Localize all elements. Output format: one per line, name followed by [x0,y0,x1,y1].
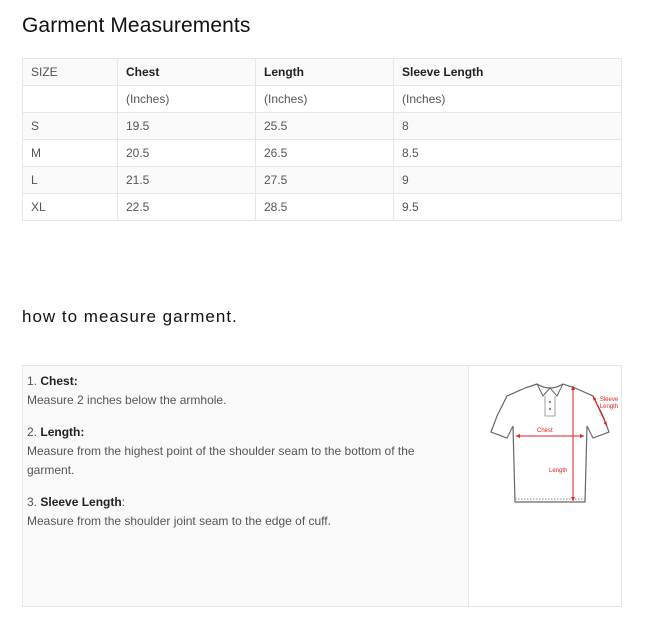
header-size: SIZE [23,59,118,86]
sleeve-cell: 9.5 [394,194,622,221]
unit-sleeve: (Inches) [394,86,622,113]
table-row [23,167,622,194]
sleeve-diagram-label-2: Length [599,404,619,410]
instruction-text: Measure 2 inches below the armhole. [27,393,227,407]
table-header-row [23,59,622,86]
sleeve-cell: 8 [394,113,622,140]
unit-length: (Inches) [256,86,394,113]
length-cell: 28.5 [256,194,394,221]
chest-diagram-label: Chest [537,428,553,434]
measurement-guide [22,365,622,607]
size-cell: S [23,113,118,140]
header-sleeve-length: Sleeve Length [394,59,622,86]
table-row [23,140,622,167]
button-icon [549,408,551,410]
instruction-label: Sleeve Length [40,495,122,509]
instruction-length [27,423,457,480]
sleeve-diagram-label: Sleeve [599,397,619,403]
chest-cell: 21.5 [118,167,256,194]
length-cell: 27.5 [256,167,394,194]
instruction-number: 3. [27,495,38,509]
instruction-text: Measure from the shoulder joint seam to the edge of cuff. [27,514,331,528]
length-cell: 25.5 [256,113,394,140]
unit-size [23,86,118,113]
length-cell: 26.5 [256,140,394,167]
unit-chest: (Inches) [118,86,256,113]
instruction-label: Chest: [40,374,78,388]
length-diagram-label: Length [549,468,568,474]
header-length: Length [256,59,394,86]
table-units-row [23,86,622,113]
instruction-chest [27,372,457,410]
chest-cell: 20.5 [118,140,256,167]
instruction-colon: : [121,495,126,509]
instruction-text: Measure from the highest point of the shoulder seam to the bottom of the garment. [27,444,415,477]
page-title: Garment Measurements [22,14,251,37]
instruction-label: Length: [40,425,85,439]
button-icon [549,401,551,403]
size-cell: L [23,167,118,194]
size-chart-table [22,58,622,221]
instruction-sleeve [27,493,457,531]
instructions-panel [23,366,469,606]
size-cell: M [23,140,118,167]
sleeve-cell: 9 [394,167,622,194]
how-to-measure-heading: how to measure garment. [22,307,238,326]
header-chest: Chest [118,59,256,86]
sleeve-cell: 8.5 [394,140,622,167]
diagram-panel [469,366,621,606]
polo-shirt-diagram [485,374,619,509]
chest-cell: 19.5 [118,113,256,140]
table-row [23,113,622,140]
table-row [23,194,622,221]
size-cell: XL [23,194,118,221]
instruction-number: 2. [27,425,38,439]
instruction-number: 1. [27,374,38,388]
chest-cell: 22.5 [118,194,256,221]
